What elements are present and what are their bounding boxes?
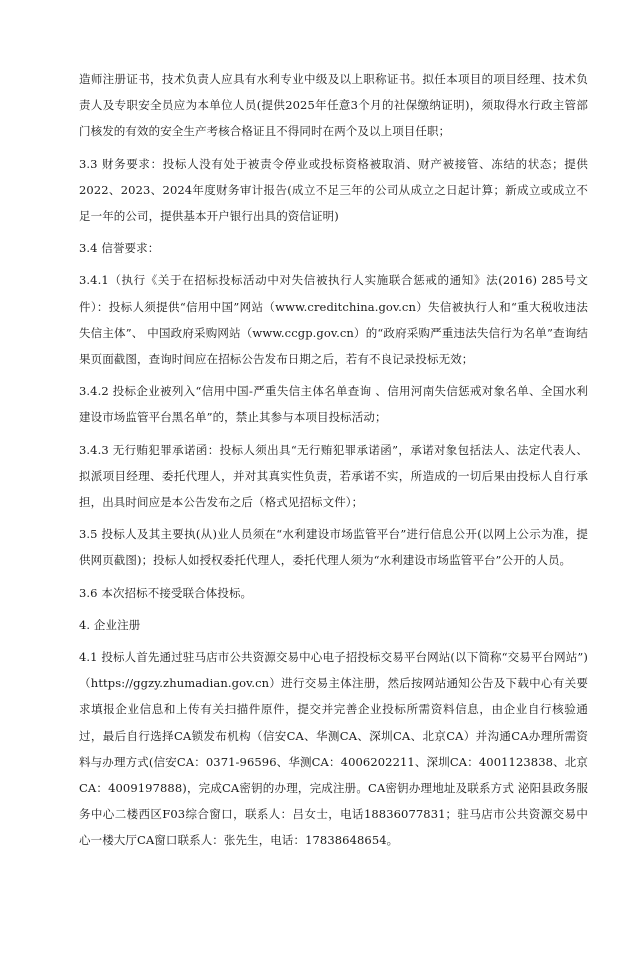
paragraph-credit-3-4-1: 3.4.1（执行《关于在招标投标活动中对失信被执行人实施联合惩戒的通知》法(2016) 285号文件）：投标人须提供“信用中国”网站（www.creditchina.gov.cn）失信被执行人和“重大税收违法失信主体”、 中国政府采购网站（www.ccgp.gov.cn）的“政府采购严重违法失信行为名单”查询结果页面截图，查询时间应在招标公告发布日期之后，若有不良记录投标无效； (79, 273, 588, 367)
paragraph-staff-requirements: 造师注册证书，技术负责人应具有水利专业中级及以上职称证书。拟任本项目的项目经理、技术负责人及专职安全员应为本单位人员(提供2025年任意3个月的社保缴纳证明)，须取得水行政主管部门核发的有效的安全生产考核合格证且不得同时在两个及以上项目任职； (79, 72, 588, 139)
paragraph-3-5: 3.5 投标人及其主要执(从)业人员须在“水利建设市场监管平台”进行信息公开(以网上公示为准，提供网页截图)；投标人如授权委托代理人，委托代理人须为“水利建设市场监管平台”公开的人员。 (79, 527, 588, 568)
document-body (79, 66, 588, 854)
heading-credit-requirements: 3.4 信誉要求： (79, 241, 160, 256)
paragraph-credit-3-4-2: 3.4.2 投标企业被列入“信用中国-严重失信主体名单查询 、信用河南失信惩戒对象名单、全国水利建设市场监管平台黑名单”的，禁止其参与本项目投标活动； (79, 384, 588, 425)
paragraph-4-1: 4.1 投标人首先通过驻马店市公共资源交易中心电子招投标交易平台网站(以下简称“交易平台网站”)（https://ggzy.zhumadian.gov.cn）进行交易主体注册，然后按网站通知公告及下载中心有关要求填报企业信息和上传有关扫描件原件，提交并完善企业投标所需资料信息，由企业自行核验通过，最后自行选择CA锁发布机构（信安CA、华测CA、深圳CA、北京CA）并沟通CA办理所需资料与办理方式(信安CA：0371-96596、华测CA：4006202211、深圳CA：4001123838、北京CA：4009197888)，完成CA密钥的办理，完成注册。CA密钥办理地址及联系方式 泌阳县政务服务中心二楼西区F03综合窗口，联系人：吕女士，电话18836077831；驻马店市公共资源交易中心一楼大厅CA窗口联系人：张先生，电话：17838648654。 (79, 650, 588, 848)
paragraph-3-6: 3.6 本次招标不接受联合体投标。 (79, 585, 253, 600)
paragraph-credit-3-4-3: 3.4.3 无行贿犯罪承诺函：投标人须出具“无行贿犯罪承诺函”，承诺对象包括法人、法定代表人、拟派项目经理、委托代理人，并对其真实性负责，若承诺不实，所造成的一切后果由投标人自行承担，出具时间应是本公告发布之后（格式见招标文件）； (79, 442, 588, 510)
paragraph-financial-requirements: 3.3 财务要求：投标人没有处于被责令停业或投标资格被取消、财产被接管、冻结的状态；提供2022、2023、2024年度财务审计报告(成立不足三年的公司从成立之日起计算；新成立或成立不足一年的公司，提供基本开户银行出具的资信证明) (79, 156, 588, 224)
heading-enterprise-registration: 4. 企业注册 (79, 617, 141, 632)
